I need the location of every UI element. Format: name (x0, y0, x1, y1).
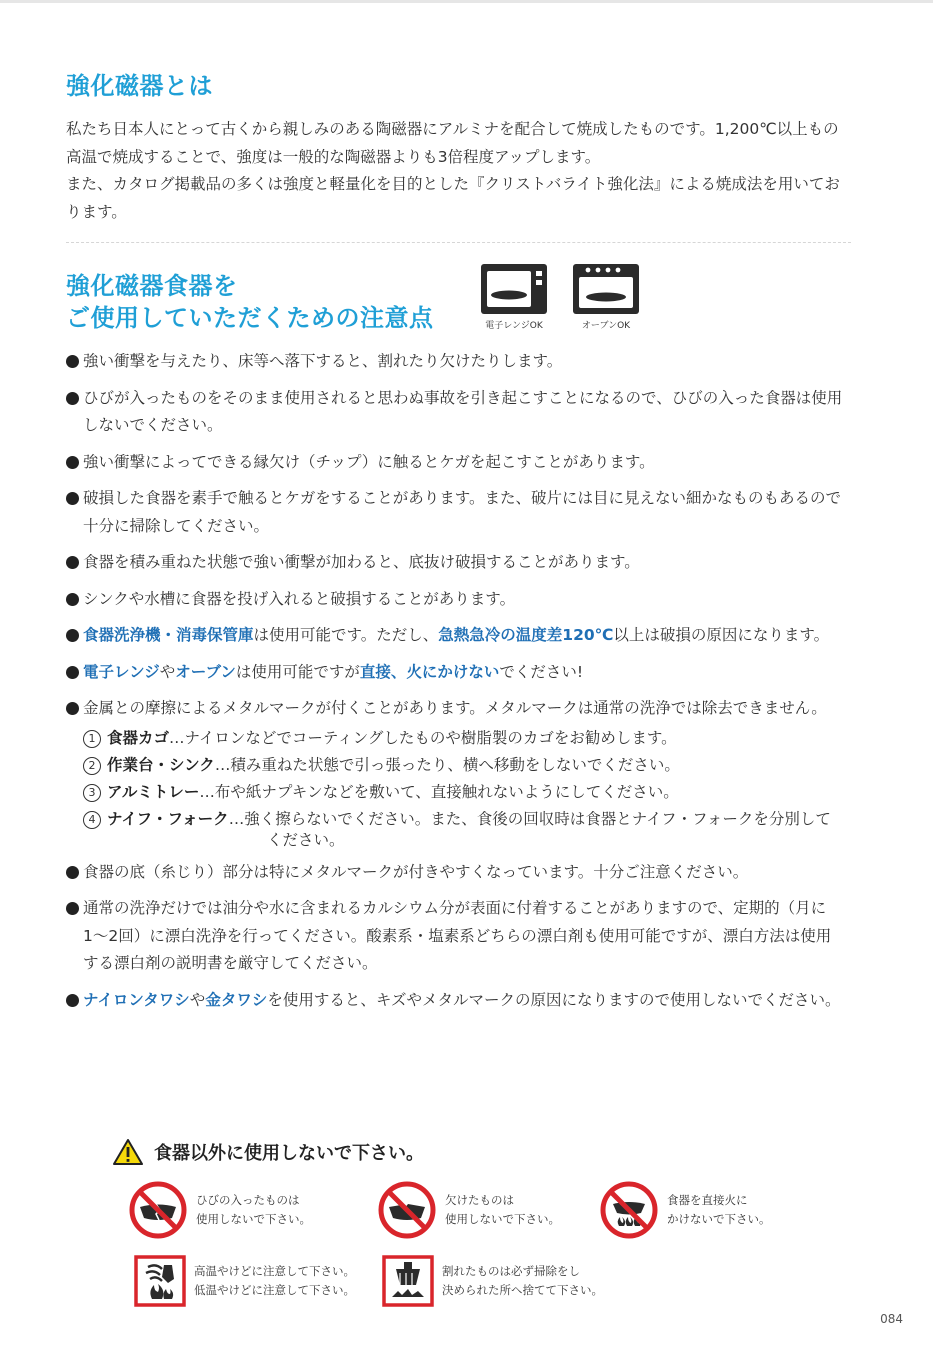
warning-triangle-icon (112, 1138, 144, 1166)
caution-item: 強い衝撃によってできる縁欠け（チップ）に触るとケガを起こすことがあります。 (66, 449, 846, 477)
top-rule (0, 0, 933, 3)
sub-text: …ナイロンなどでコーティングしたものや樹脂製のカゴをお勧めします。 (169, 728, 677, 747)
page-number: 084 (880, 1312, 903, 1326)
no-direct-fire-icon (599, 1180, 659, 1240)
microwave-ok (478, 262, 550, 331)
highlight-text: オーブン (175, 662, 236, 681)
caution-text: 以上は破損の原因になります。 (613, 626, 830, 644)
pictogram-chipped (377, 1180, 560, 1240)
metal-mark-sublist (83, 725, 846, 850)
oven-ok (570, 262, 642, 331)
no-cracked-dish-icon (128, 1180, 188, 1240)
pictogram-dispose (382, 1255, 603, 1307)
pictogram-text: 高温やけどに注意して下さい。 低温やけどに注意して下さい。 (194, 1264, 355, 1297)
caution-text: を使用すると、キズやメタルマークの原因になりますので使用しないでください。 (267, 990, 841, 1009)
title-line: 強化磁器食器を (66, 272, 238, 300)
caution-item (66, 622, 846, 650)
caution-text: や (189, 990, 206, 1009)
pictogram-text: 割れたものは必ず掃除をし 決められた所へ捨てて下さい。 (442, 1264, 603, 1297)
highlight-text: ナイロンタワシ (83, 990, 190, 1009)
sub-text: …布や紙ナプキンなどを敷いて、直接触れないようにしてください。 (199, 782, 679, 801)
highlight-text: 金タワシ (205, 990, 268, 1009)
circled-number: 2 (83, 757, 101, 775)
no-chipped-dish-icon (377, 1180, 437, 1240)
sub-label: アルミトレー (107, 782, 200, 801)
intro-paragraph: 私たち日本人にとって古くから親しみのある陶磁器にアルミナを配合して焼成したものです。1,200℃以上もの高温で焼成することで、強度は一般的な陶磁器よりも3倍程度アップします。 (66, 120, 839, 166)
sub-label: 食器カゴ (107, 728, 170, 747)
section-title-cautions (66, 270, 434, 334)
warning-heading (112, 1138, 424, 1166)
warning-title: 食器以外に使用しないで下さい。 (154, 1143, 424, 1164)
sub-item (83, 725, 846, 752)
caution-text: でください! (499, 662, 584, 681)
intro-paragraph: また、カタログ掲載品の多くは強度と軽量化を目的とした『クリストバライト強化法』による焼成法を用いております。 (66, 175, 840, 221)
sub-label: ナイフ・フォーク (107, 809, 229, 828)
intro-text (66, 116, 846, 226)
microwave-caption: 電子レンジOK (485, 321, 543, 331)
pictogram-text: 食器を直接火に かけないで下さい。 (667, 1193, 771, 1226)
sub-text: …強く擦らないでください。また、食後の回収時は食器とナイフ・フォークを分別して (228, 809, 831, 828)
dispose-broken-icon (382, 1255, 434, 1307)
highlight-text: 電子レンジ (83, 662, 160, 681)
caution-text: は使用可能です。ただし、 (253, 626, 439, 644)
title-line: ご使用していただくための注意点 (66, 304, 434, 332)
oven-caption: オーブンOK (581, 321, 631, 331)
caution-item (66, 987, 846, 1015)
pictogram-text: ひびの入ったものは 使用しないで下さい。 (196, 1193, 311, 1226)
sub-text: …積み重ねた状態で引っ張ったり、横へ移動をしないでください。 (214, 755, 680, 774)
sub-label: 作業台・シンク (107, 755, 215, 774)
sub-item (83, 779, 846, 806)
caution-text: は使用可能ですが (235, 662, 360, 681)
microwave-icon (479, 262, 549, 316)
highlight-text: 食器洗浄機・消毒保管庫 (83, 626, 254, 644)
caution-item (66, 659, 846, 687)
caution-item: 通常の洗浄だけでは油分や水に含まれるカルシウム分が表面に付着することがありますので、定期的（月に1〜2回）に漂白洗浄を行ってください。酸素系・塩素系どちらの漂白剤も使用可能ですが、漂白方法は使用する漂白剤の説明書を厳守してください。 (66, 895, 846, 978)
caution-item: 食器を積み重ねた状態で強い衝撃が加わると、底抜け破損することがあります。 (66, 549, 846, 577)
oven-icon (571, 262, 641, 316)
caution-item: 食器の底（糸じり）部分は特にメタルマークが付きやすくなっています。十分ご注意ください。 (66, 859, 846, 887)
pictogram-text: 欠けたものは 使用しないで下さい。 (445, 1193, 560, 1226)
burn-caution-icon (134, 1255, 186, 1307)
pictogram-cracked (128, 1180, 311, 1240)
circled-number: 3 (83, 784, 101, 802)
caution-text: 金属との摩擦によるメタルマークが付くことがあります。メタルマークは通常の洗浄では除去できません。 (83, 699, 827, 717)
circled-number: 4 (83, 811, 101, 829)
caution-item (66, 695, 846, 850)
sub-text-continued: ください。 (267, 830, 345, 849)
pictogram-no-fire (599, 1180, 771, 1240)
section-divider (66, 242, 851, 243)
caution-item: 強い衝撃を与えたり、床等へ落下すると、割れたり欠けたりします。 (66, 348, 846, 376)
caution-item: ひびが入ったものをそのまま使用されると思わぬ事故を引き起こすことになるので、ひびの入った食器は使用しないでください。 (66, 385, 846, 440)
circled-number: 1 (83, 730, 101, 748)
highlight-text: 直接、火にかけない (359, 662, 500, 681)
caution-item: シンクや水槽に食器を投げ入れると破損することがあります。 (66, 586, 846, 614)
caution-list (66, 348, 846, 1023)
section-title-about: 強化磁器とは (66, 72, 213, 100)
highlight-text: 急熱急冷の温度差120℃ (438, 626, 614, 644)
caution-text: や (159, 662, 176, 681)
sub-item (83, 752, 846, 779)
caution-item: 破損した食器を素手で触るとケガをすることがあります。また、破片には目に見えない細かなものもあるので十分に掃除してください。 (66, 485, 846, 540)
pictogram-burn (134, 1255, 355, 1307)
sub-item (83, 806, 846, 850)
